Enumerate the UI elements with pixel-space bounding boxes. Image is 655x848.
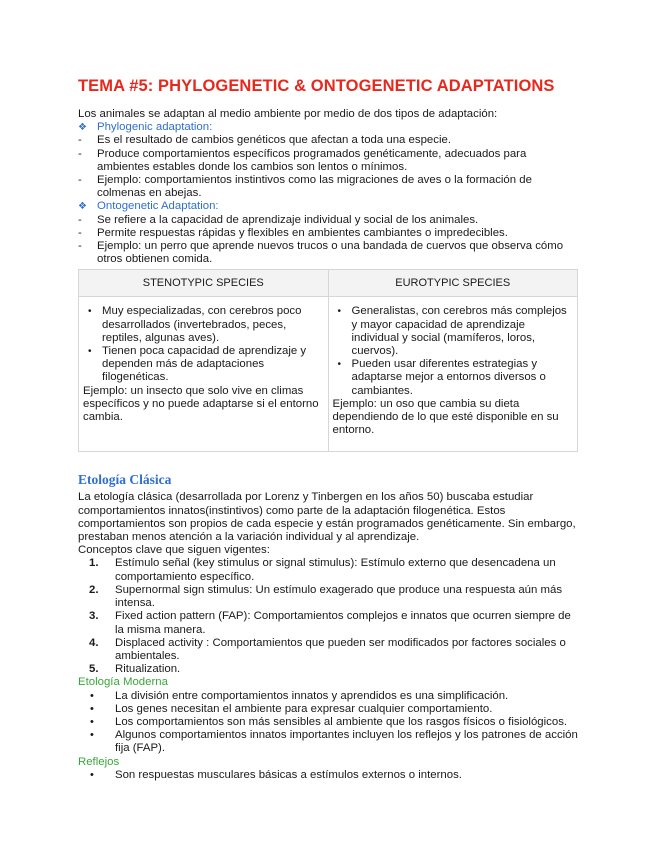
list-item: 2. Supernormal sign stimulus: Un estímulo exagerado que produce una respuesta aún más intensa. [89, 583, 563, 610]
diamond-bullet-icon: ❖ [78, 201, 87, 213]
eurotypic-cell [328, 297, 578, 452]
intro-text: Los animales se adaptan al medio ambiente por medio de dos tipos de adaptación: [78, 108, 498, 120]
list-item: • Generalistas, con cerebros más complejos y mayor capacidad de aprendizaje individual y social (mamíferos, loros, cuervos). [337, 305, 567, 358]
etologia-clasica-paragraph: La etología clásica (desarrollada por Lorenz y Tinbergen en los años 50) buscaba estudiar comportamientos innatos(instintivos) como parte de la adaptación filogenética. Estos comportamientos son propios de cada especie y están programados genéticamente. Sin embargo, prestaban menos atención a la variación individual y al aprendizaje. [78, 491, 576, 544]
document-page [78, 76, 578, 782]
list-item: 1. Estímulo señal (key stimulus or signal stimulus): Estímulo externo que desencadena un comportamiento específico. [89, 557, 556, 583]
list-item: - Ejemplo: un perro que aprende nuevos trucos o una bandada de cuervos que observa cómo otros obtienen comida. [78, 240, 564, 266]
etologia-clasica-heading: Etología Clásica [78, 472, 172, 488]
list-item: - Es el resultado de cambios genéticos que afectan a toda una especie. [78, 134, 451, 147]
reflejos-heading: Reflejos [78, 755, 120, 768]
stenotypic-cell [79, 297, 329, 452]
stenotypic-header: STENOTYPIC SPECIES [79, 270, 329, 297]
list-item: - Produce comportamientos específicos programados genéticamente, adecuados para ambientes estables donde los cambios son lentos o mínimos. [78, 147, 527, 173]
list-item: • Tienen poca capacidad de aprendizaje y dependen más de adaptaciones filogenéticas. [88, 345, 307, 384]
list-item: 3. Fixed action pattern (FAP): Comportamientos complejos e innatos que ocurren siempre de la misma manera. [89, 610, 571, 636]
onto-heading [78, 200, 578, 213]
species-table [78, 269, 578, 452]
phylo-heading [78, 121, 578, 134]
etologia-moderna-heading: Etología Moderna [78, 676, 168, 689]
list-item: 4. Displaced activity : Comportamientos que pueden ser modificados por factores sociales o ambientales. [89, 636, 566, 662]
list-item: • Los comportamientos son más sensibles al ambiente que los rasgos físicos o fisiológicos. [90, 715, 568, 728]
onto-list [78, 214, 578, 267]
eurotypic-example: Ejemplo: un oso que cambia su dieta dependiendo de lo que esté disponible en su entorno. [332, 397, 559, 437]
concepts-label: Conceptos clave que siguen vigentes: [78, 544, 270, 557]
concepts-list [78, 557, 578, 676]
etologia-moderna-list [78, 690, 578, 756]
phylo-list [78, 134, 578, 200]
eurotypic-header: EUROTYPIC SPECIES [328, 270, 578, 297]
page-title: TEMA #5: PHYLOGENETIC & ONTOGENETIC ADAPTATIONS [78, 77, 555, 95]
list-item: • Pueden usar diferentes estrategias y adaptarse mejor a entornos diversos o cambiantes. [337, 358, 546, 397]
list-item: • Los genes necesitan el ambiente para expresar cualquier comportamiento. [90, 702, 493, 715]
list-item: • Muy especializadas, con cerebros poco desarrollados (invertebrados, peces, reptiles, algunas aves). [88, 305, 302, 344]
phylo-heading-label: Phylogenic adaptation: [97, 121, 213, 134]
onto-heading-label: Ontogenetic Adaptation: [97, 200, 219, 213]
stenotypic-example: Ejemplo: un insecto que solo vive en climas específicos y no puede adaptarse si el entorno cambia. [83, 384, 319, 424]
list-item: 5. Ritualization. [89, 663, 181, 676]
list-item: - Permite respuestas rápidas y flexibles en ambientes cambiantes o impredecibles. [78, 226, 508, 239]
list-item: • La división entre comportamientos innatos y aprendidos es una simplificación. [90, 689, 509, 702]
list-item: - Se refiere a la capacidad de aprendizaje individual y social de los animales. [78, 213, 479, 226]
list-item: • Algunos comportamientos innatos importantes incluyen los reflejos y los patrones de acción fija (FAP). [90, 729, 578, 755]
diamond-bullet-icon: ❖ [78, 122, 87, 134]
list-item: • Son respuestas musculares básicas a estímulos externos o internos. [90, 768, 462, 781]
reflejos-list [78, 769, 578, 782]
list-item: - Ejemplo: comportamientos instintivos como las migraciones de aves o la formación de colmenas en abejas. [78, 174, 532, 200]
